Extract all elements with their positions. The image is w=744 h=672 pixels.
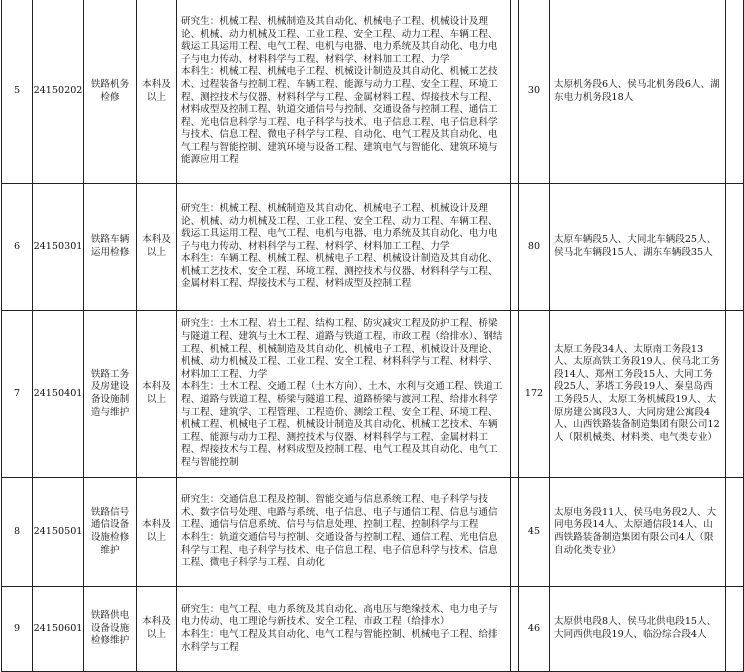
- undergraduate-majors: 本科生：土木工程、交通工程（土木方向）、土木、水利与交通工程、铁道工程、道路与铁道工程、桥梁与隧道工程、道路桥梁与渡河工程、给排水科学与工程、建筑学、工程管理、工程造价、测绘工程、安全工程、环境工程、机械工程、机械电子工程、机械设计制造及其自动化、机械工艺技术、车辆工程、能源与动力工程、测控技术与仪器、材料科学与工程、金属材料工程、焊接技术与工程、材料成型及控制工程、电气工程及其自动化、电气工程与智能控制: [181, 381, 503, 468]
- position-code: 24150401: [33, 311, 84, 478]
- major-requirement: [177, 587, 511, 672]
- blank-cell: [511, 311, 519, 478]
- major-requirement: [177, 478, 511, 587]
- education-requirement: 本科及以上: [137, 478, 177, 587]
- major-requirement: [177, 0, 511, 184]
- blank-cell: [511, 0, 519, 184]
- row-number: 5: [2, 0, 33, 184]
- position-name: 铁路信号通信设备设施检修维护: [84, 478, 137, 587]
- table-row: [2, 587, 744, 672]
- table-row: [2, 184, 744, 311]
- hiring-count: 30: [519, 0, 550, 184]
- major-requirement: [177, 184, 511, 311]
- education-requirement: 本科及以上: [137, 587, 177, 672]
- education-requirement: 本科及以上: [137, 0, 177, 184]
- row-number: 8: [2, 478, 33, 587]
- graduate-majors: 研究生：电气工程、电力系统及其自动化、高电压与绝缘技术、电力电子与电力传动、电工理论与新技术、安全工程、市政工程（给排水）: [181, 603, 498, 628]
- position-code: 24150501: [33, 478, 84, 587]
- row-number: 6: [2, 184, 33, 311]
- remarks-cell: [726, 0, 744, 184]
- table-row: [2, 0, 744, 184]
- position-name: 铁路机务检修: [84, 0, 137, 184]
- table-row: [2, 478, 744, 587]
- undergraduate-majors: 本科生：轨道交通信号与控制、交通设备与控制工程、通信工程、光电信息科学与工程、电子科学与技术、电子信息工程、电子信息科学与技术、信息工程、微电子科学与工程、自动化: [181, 532, 498, 569]
- position-code: 24150301: [33, 184, 84, 311]
- graduate-majors: 研究生：土木工程、岩土工程、结构工程、防灾减灾工程及防护工程、桥梁与隧道工程、建筑与土木工程、道路与铁道工程、市政工程（给排水）、钢结工程、机械工程、机械制造及其自动化、机械电子工程、机械设计及理论、机械、动力机械及工程、工业工程、安全工程、材料科学与工程、材料学、材料加工工程、力学: [181, 318, 503, 380]
- row-number: 7: [2, 311, 33, 478]
- unit-distribution: 太原电务段11人、侯马电务段2人、大同电务段14人、太原通信段14人、山西铁路装备制造集团有限公司4人（限自动化类专业）: [550, 478, 726, 587]
- hiring-count: 80: [519, 184, 550, 311]
- graduate-majors: 研究生：交通信息工程及控制、智能交通与信息系统工程、电子科学与技术、数字信号处理、电路与系统、电子信息、电子与通信工程、信息与通信工程、通信与信息系统、信号与信息处理、控制工程、控制科学与工程: [181, 494, 498, 531]
- unit-distribution: 太原供电段8人、侯马北供电段15人、大同西供电段19人、临汾综合段4人: [550, 587, 726, 672]
- hiring-count: 172: [519, 311, 550, 478]
- education-requirement: 本科及以上: [137, 311, 177, 478]
- remarks-cell: [726, 184, 744, 311]
- blank-cell: [511, 587, 519, 672]
- blank-cell: [511, 184, 519, 311]
- undergraduate-majors: 本科生：电气工程及其自动化、电气工程与智能控制、机械电子工程、给排水科学与工程: [181, 629, 498, 653]
- unit-distribution: 太原车辆段5人、大同北车辆段25人、侯马北车辆段15人、湖东车辆段35人: [550, 184, 726, 311]
- recruitment-table: [1, 0, 744, 672]
- position-name: 铁路工务及房建设备设施制造与维护: [84, 311, 137, 478]
- remarks-cell: [726, 478, 744, 587]
- row-number: 9: [2, 587, 33, 672]
- position-name: 铁路车辆运用检修: [84, 184, 137, 311]
- position-name: 铁路供电设备设施检修维护: [84, 587, 137, 672]
- hiring-count: 46: [519, 587, 550, 672]
- undergraduate-majors: 本科生：机械工程、机械电子工程、机械设计制造及其自动化、机械工艺技术、过程装备与控制工程、车辆工程、能源与动力工程、安全工程、环境工程、测控技术与仪器、材料科学与工程、金属材料工程、焊接技术与工程、材料成型及控制工程、轨道交通信号与控制、交通设备与控制工程、通信工程、光电信息科学与工程、电子科学与技术、电子信息工程、电子信息科学与技术、信息工程、微电子科学与工程、自动化、电气工程及其自动化、电气工程与智能控制、建筑环境与设备工程、建筑电气与智能化、建筑环境与能源应用工程: [181, 66, 498, 166]
- graduate-majors: 研究生：机械工程、机械制造及其自动化、机械电子工程、机械设计及理论、机械、动力机械及工程、工业工程、安全工程、动力工程、车辆工程、载运工具运用工程、电气工程、电机与电器、电力系统及其自动化、电力电子与电力传动、材料科学与工程、材料学、材料加工工程、力学: [181, 202, 498, 252]
- unit-distribution: 太原工务段34人、太原南工务段13人、太原高铁工务段19人、侯马北工务段14人、郑州工务段15人、大同工务段25人、茅塔工务段19人、秦皇岛西工务段5人、太原工务机械段19人、太原房建公寓段3人、大同房建公寓段4人、山西铁路装备制造集团有限公司12人（限机械类、材料类、电气类专业）: [550, 311, 726, 478]
- major-requirement: [177, 311, 511, 478]
- education-requirement: 本科及以上: [137, 184, 177, 311]
- hiring-count: 45: [519, 478, 550, 587]
- position-code: 24150601: [33, 587, 84, 672]
- unit-distribution: 太原机务段6人、侯马北机务段6人、湖东电力机务段18人: [550, 0, 726, 184]
- table-row: [2, 311, 744, 478]
- graduate-majors: 研究生：机械工程、机械制造及其自动化、机械电子工程、机械设计及理论、机械、动力机械及工程、工业工程、安全工程、动力工程、车辆工程、载运工具运用工程、电气工程、电机与电器、电力系统及其自动化、电力电子与电力传动、材料科学与工程、材料学、材料加工工程、力学: [181, 15, 498, 65]
- position-code: 24150202: [33, 0, 84, 184]
- blank-cell: [511, 478, 519, 587]
- remarks-cell: [726, 587, 744, 672]
- undergraduate-majors: 本科生：车辆工程、机械工程、机械电子工程、机械设计制造及其自动化、机械工艺技术、安全工程、环境工程、测控技术与仪器、材料科学与工程、金属材料工程、焊接技术与工程、材料成型及控制工程: [181, 253, 498, 290]
- remarks-cell: [726, 311, 744, 478]
